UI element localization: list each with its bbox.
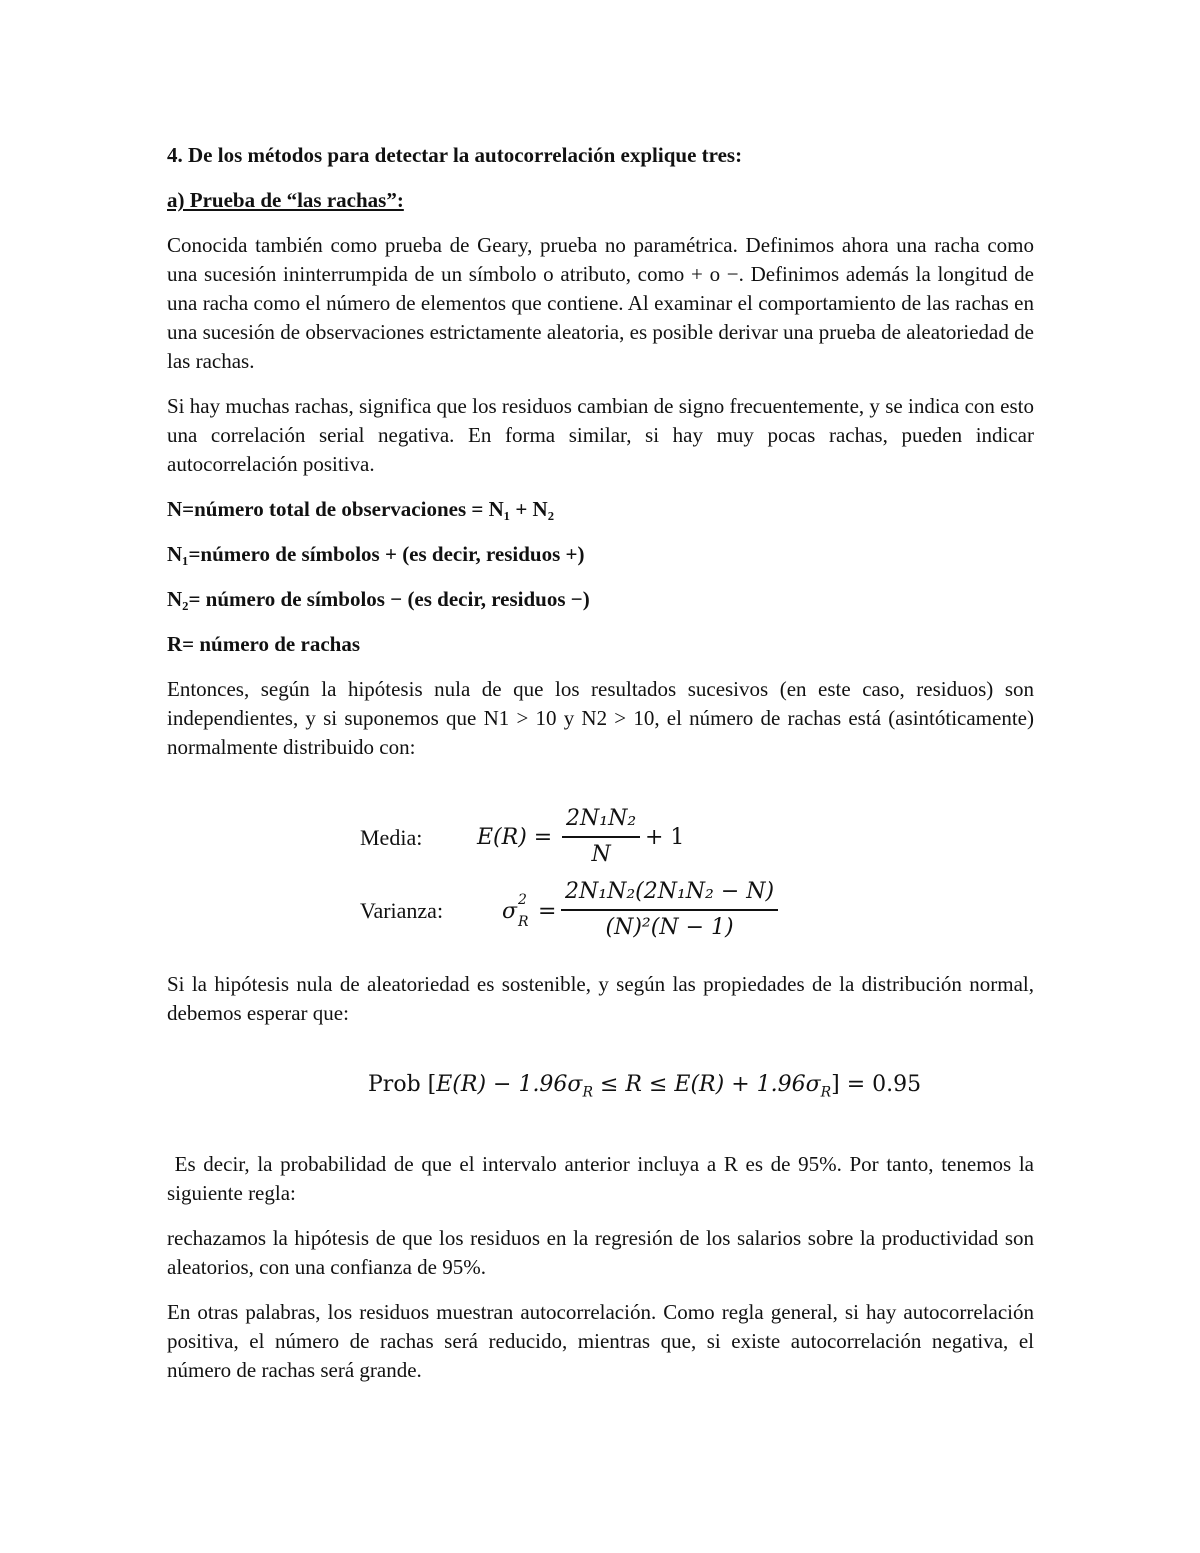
definition-n: N=número total de observaciones = N₁ + N₂ bbox=[167, 497, 554, 521]
prob-sub2: R bbox=[820, 1084, 832, 1101]
prob-mid: ≤ R ≤ E(R) + 1.96σ bbox=[593, 1072, 821, 1097]
media-label: Media: bbox=[360, 825, 423, 850]
sigma-superscript: 2 bbox=[518, 892, 527, 908]
varianza-numerator: 2N₁N₂(2N₁N₂ − N) bbox=[565, 879, 775, 904]
sigma-subscript: R bbox=[518, 914, 529, 930]
media-rhs: + 1 bbox=[645, 825, 685, 850]
probability-formula-block bbox=[167, 1036, 1034, 1136]
prob-sub1: R bbox=[582, 1084, 593, 1101]
varianza-label: Varianza: bbox=[360, 898, 444, 923]
paragraph-interpretation: Si hay muchas rachas, significa que los residuos cambian de signo frecuentemente, y se indica con esto una correlación serial negativa. En forma similar, si hay muy pocas rachas, pueden indicar autocorrelación positiva. bbox=[167, 394, 1034, 476]
varianza-equals: = bbox=[538, 899, 557, 924]
question-heading: 4. De los métodos para detectar la autocorrelación explique tres: bbox=[167, 143, 743, 167]
paragraph-rule: rechazamos la hipótesis de que los residuos en la regresión de los salarios sobre la productividad son aleatorios, con una confianza de 95%. bbox=[167, 1226, 1034, 1279]
definition-n1: N₁=número de símbolos + (es decir, residuos +) bbox=[167, 542, 585, 566]
varianza-denominator: (N)²(N − 1) bbox=[605, 914, 734, 940]
section-subheading: a) Prueba de “las rachas”: bbox=[167, 188, 404, 212]
media-numerator: 2N₁N₂ bbox=[566, 806, 637, 831]
mean-variance-formulas bbox=[167, 774, 1034, 970]
probability-formula bbox=[368, 1070, 921, 1107]
sigma-symbol: σ bbox=[502, 899, 518, 924]
media-fraction bbox=[562, 804, 640, 869]
media-denominator: N bbox=[591, 841, 611, 867]
media-lhs: E(R) = bbox=[477, 825, 553, 850]
prob-suffix: ] = 0.95 bbox=[831, 1072, 922, 1097]
paragraph-probability: Es decir, la probabilidad de que el intervalo anterior incluya a R es de 95%. Por tanto, tenemos la siguiente regla: bbox=[167, 1152, 1040, 1205]
prob-body: E(R) − 1.96σ bbox=[436, 1072, 583, 1097]
paragraph-null-hypothesis: Entonces, según la hipótesis nula de que los resultados sucesivos (en este caso, residuos) son independientes, y si suponemos que N1 > 10 y N2 > 10, el número de rachas está (asintóticamente) normalmente distribuido con: bbox=[167, 677, 1034, 759]
varianza-fraction bbox=[561, 877, 778, 942]
definition-n2: N₂= número de símbolos − (es decir, residuos −) bbox=[167, 587, 590, 611]
paragraph-expectation: Si la hipótesis nula de aleatoriedad es sostenible, y según las propiedades de la distribución normal, debemos esperar que: bbox=[167, 972, 1034, 1025]
document-body bbox=[167, 141, 1040, 1385]
varianza-lhs bbox=[502, 892, 557, 930]
paragraph-definition: Conocida también como prueba de Geary, prueba no paramétrica. Definimos ahora una racha como una sucesión ininterrumpida de un símbolo o atributo, como + o −. Definimos además la longitud de una racha como el número de elementos que contiene. Al examinar el comportamiento de las rachas en una sucesión de observaciones estrictamente aleatoria, es posible derivar una prueba de aleatoriedad de las rachas. bbox=[167, 233, 1034, 373]
prob-prefix: Prob [ bbox=[368, 1072, 437, 1097]
paragraph-conclusion: En otras palabras, los residuos muestran autocorrelación. Como regla general, si hay autocorrelación positiva, el número de rachas será reducido, mientras que, si existe autocorrelación negativa, el número de rachas será grande. bbox=[167, 1300, 1034, 1382]
definition-r: R= número de rachas bbox=[167, 632, 360, 656]
